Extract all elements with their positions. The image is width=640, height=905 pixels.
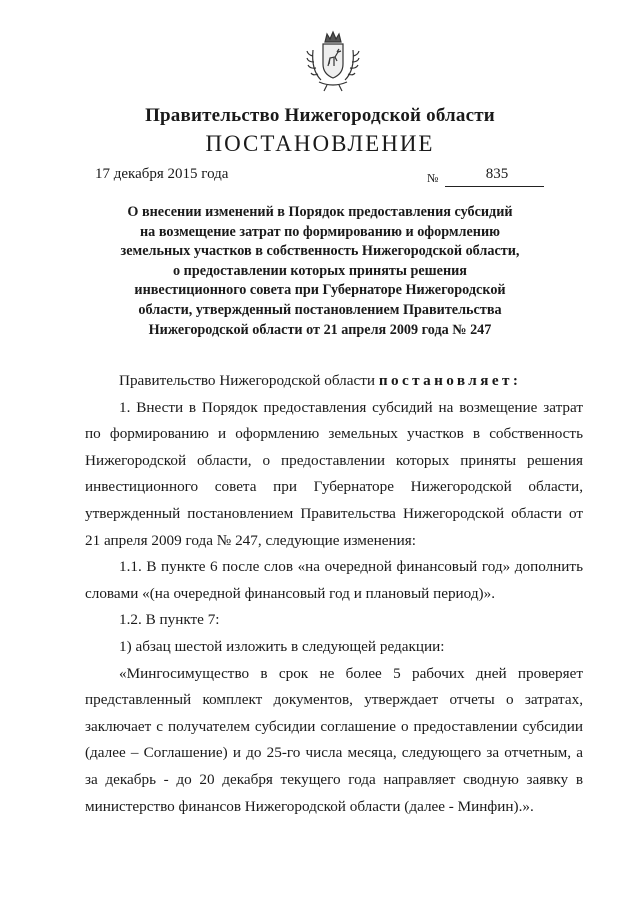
government-title: Правительство Нижегородской области: [145, 105, 495, 126]
subject-line: области, утвержденный постановлением Правительства: [138, 301, 502, 318]
paragraph-item-1-2-1: 1) абзац шестой изложить в следующей редакции:: [119, 637, 445, 655]
subject-line: на возмещение затрат по формированию и оформлению: [140, 223, 500, 240]
subject-line: Нижегородской области от 21 апреля 2009 года № 247: [148, 321, 492, 338]
paragraph-item-1-1: 1.1. В пункте 6 после слов «на очередной финансовый год» дополнить словами «(на очередной финансовый год и плановый период)».: [85, 558, 583, 602]
number-underline: [445, 186, 544, 187]
document-date: 17 декабря 2015 года: [95, 166, 229, 182]
subject-line: о предоставлении которых приняты решения: [173, 262, 467, 279]
subject-line: инвестиционного совета при Губернаторе Нижегородской: [134, 282, 506, 299]
coat-of-arms-icon: [297, 28, 369, 94]
paragraph-quote: «Мингосимущество в срок не более 5 рабочих дней проверяет представленный комплект документов, утверждает отчеты о затратах, заключает с получателем субсидии соглашение о предоставлении субсидии (далее – Соглашение) и до 25-го числа месяца, следующего за отчетным, а за декабрь - до 20 декабря текущего года направляет сводную заявку в министерство финансов Нижегородской области (далее - Минфин).».: [85, 664, 583, 815]
document-body: [85, 368, 583, 820]
paragraph-item-1-2: 1.2. В пункте 7:: [119, 611, 220, 629]
decree-word: постановляет:: [378, 372, 522, 389]
document-subject: [80, 203, 560, 340]
subject-line: земельных участков в собственность Нижегородской области,: [120, 243, 520, 260]
subject-line: О внесении изменений в Порядок предоставления субсидий: [127, 204, 513, 220]
document-number: 835: [485, 166, 509, 182]
paragraph-item-1: 1. Внести в Порядок предоставления субсидий на возмещение затрат по формированию и оформлению земельных участков в собственность Нижегородской области, о предоставлении которых приняты решения инвестиционного совета при Губернаторе Нижегородской области, утвержденный постановлением Правительства Нижегородской области от 21 апреля 2009 года № 247, следующие изменения:: [85, 398, 583, 549]
number-sign: №: [427, 171, 439, 185]
document-type: ПОСТАНОВЛЕНИЕ: [205, 131, 435, 156]
resolution-intro: [85, 368, 583, 395]
intro-text: Правительство Нижегородской области: [119, 372, 376, 389]
